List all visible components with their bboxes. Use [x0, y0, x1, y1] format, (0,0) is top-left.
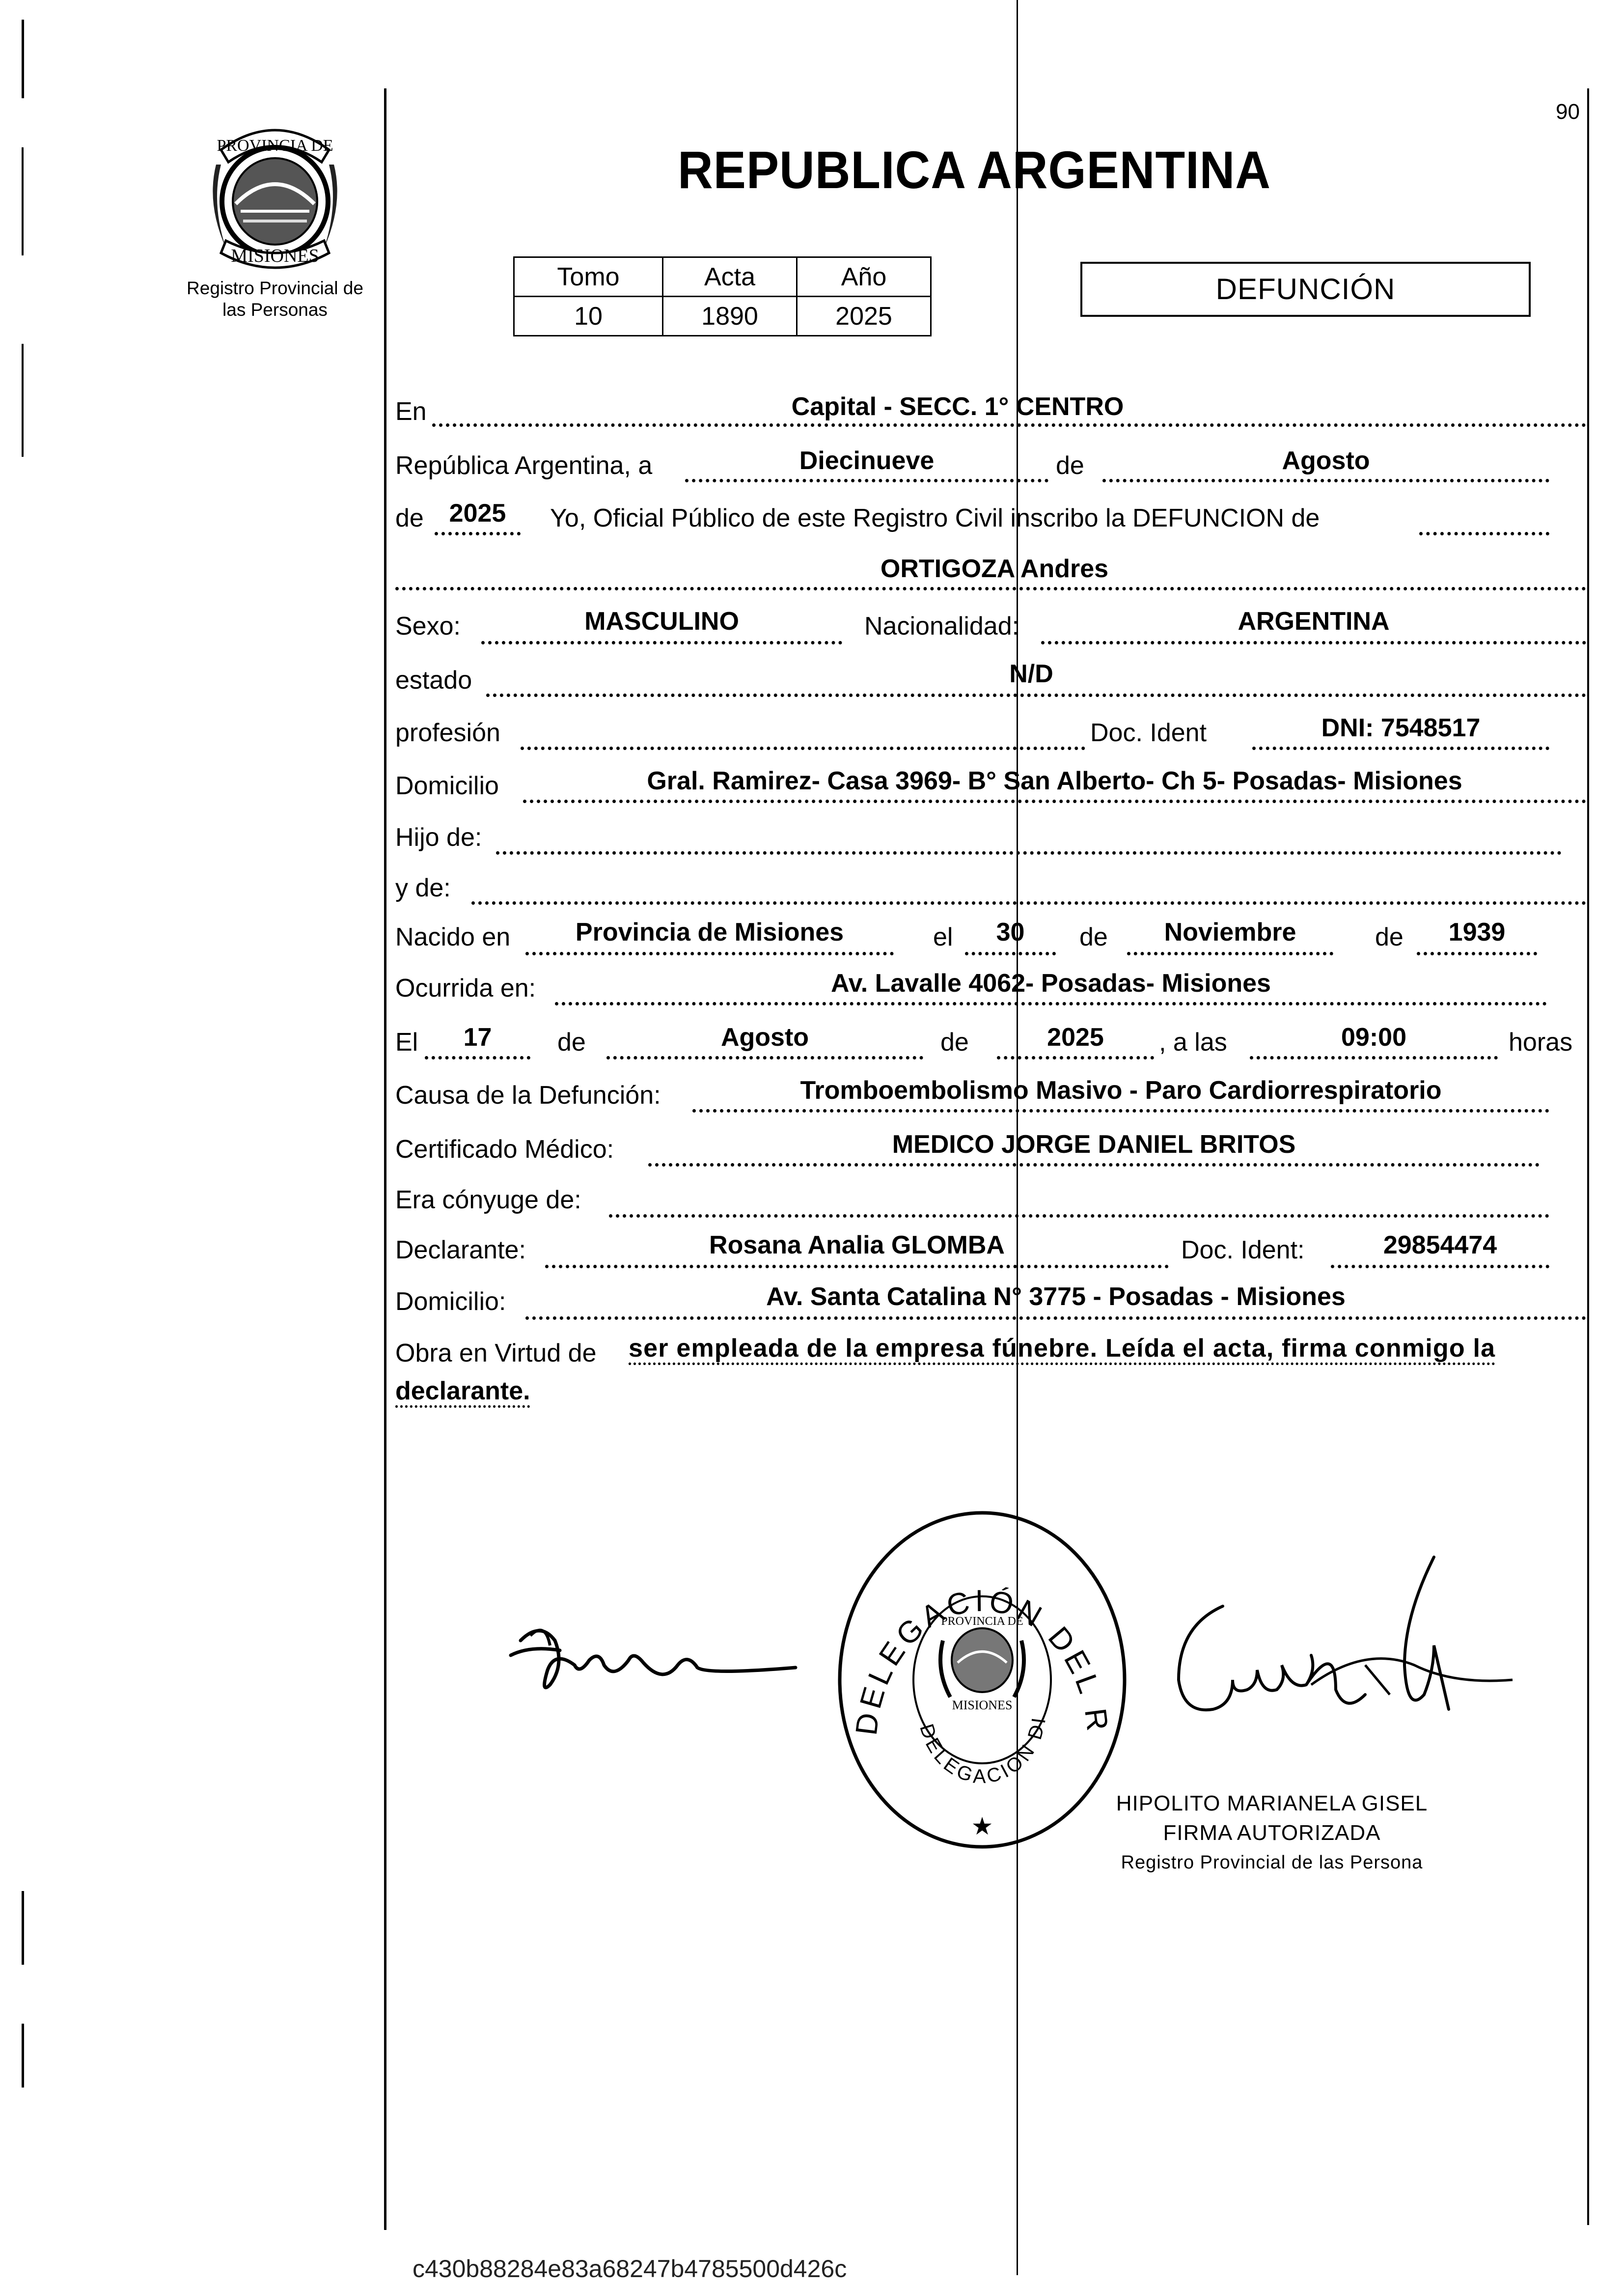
field-line: [1127, 952, 1333, 955]
field-line: [1331, 1265, 1549, 1268]
field-line: [496, 851, 1562, 855]
field-line: [555, 1002, 1547, 1005]
page-title: REPUBLICA ARGENTINA: [678, 140, 1271, 199]
anio-header: Año: [797, 257, 931, 297]
official-signature: [1159, 1547, 1522, 1783]
emblem-top-text: PROVINCIA DE: [217, 137, 333, 155]
label-obra: Obra en Virtud de: [395, 1339, 597, 1367]
stamp-emblem-bottom-text: MISIONES: [952, 1698, 1013, 1712]
left-margin-line: [22, 1891, 24, 1965]
record-type-box: DEFUNCIÓN: [1080, 262, 1531, 317]
field-line: [1419, 532, 1549, 535]
tomo-header: Tomo: [514, 257, 663, 297]
label-ocurrida-en: Ocurrida en:: [395, 974, 536, 1002]
label-en: En: [395, 397, 427, 426]
label-nacionalidad: Nacionalidad:: [864, 612, 1019, 640]
label-conyuge: Era cónyuge de:: [395, 1186, 581, 1214]
deceased-name-value: ORTIGOZA Andres: [880, 555, 1109, 583]
label-de: de: [1056, 451, 1084, 480]
field-line: [525, 1316, 1586, 1320]
stamp-inner-text: [830, 1498, 1050, 1787]
left-margin-line: [22, 20, 24, 98]
birth-day-value: 30: [996, 918, 1025, 947]
registry-label-line1: Registro Provincial de: [187, 278, 363, 298]
emblem-bottom-text: MISIONES: [231, 246, 319, 266]
label-causa: Causa de la Defunción:: [395, 1081, 661, 1110]
field-line: [1250, 1056, 1498, 1059]
label-el: el: [933, 923, 953, 951]
declarant-signature: [501, 1611, 805, 1709]
label-estado: estado: [395, 666, 472, 695]
label-doc-ident: Doc. Ident: [1090, 719, 1207, 747]
label-sexo: Sexo:: [395, 612, 461, 640]
field-line: [1102, 479, 1549, 482]
left-margin-line: [22, 344, 24, 457]
registration-year-value: 2025: [449, 499, 506, 528]
official-stamp-icon: [830, 1498, 1134, 1871]
birth-month-value: Noviembre: [1164, 918, 1296, 947]
label-doc-ident: Doc. Ident:: [1181, 1236, 1305, 1264]
registration-day-value: Diecinueve: [799, 446, 935, 475]
field-line: [609, 1214, 1549, 1218]
label-el: El: [395, 1028, 418, 1057]
left-border-line: [384, 88, 386, 2230]
province-emblem-icon: [162, 106, 388, 292]
document-value: DNI: 7548517: [1321, 714, 1481, 742]
label-horas: horas: [1509, 1028, 1573, 1057]
stamp-ring-textpath: DELEGACIÓN DEL R: [849, 1584, 1115, 1737]
declaration-basis-line1: ser empleada de la empresa fúnebre. Leída el acta, firma conmigo la: [629, 1334, 1496, 1363]
registration-month-value: Agosto: [1282, 446, 1370, 475]
label-oficial: Yo, Oficial Público de este Registro Civil inscribo la DEFUNCION de: [550, 504, 1320, 532]
declarant-address-value: Av. Santa Catalina N° 3775 - Posadas - Misiones: [766, 1282, 1346, 1311]
label-de: de: [1079, 923, 1108, 951]
field-line: [435, 532, 521, 535]
declarant-name-value: Rosana Analia GLOMBA: [709, 1231, 1005, 1259]
sex-value: MASCULINO: [584, 607, 739, 636]
left-margin-line: [22, 2024, 24, 2088]
official-signature-icon: [1159, 1547, 1522, 1783]
label-hijo-de: Hijo de:: [395, 823, 482, 852]
label-y-de: y de:: [395, 874, 451, 902]
right-border-line: [1587, 88, 1589, 2225]
field-line: [1417, 952, 1537, 955]
stamp-emblem-top-text: PROVINCIA DE: [941, 1615, 1023, 1628]
label-certificado: Certificado Médico:: [395, 1135, 614, 1164]
declaration-basis-line2: declarante.: [395, 1377, 530, 1405]
stamp-inner-textpath: DELEGACION DI: [915, 1714, 1050, 1788]
field-line: [432, 423, 1586, 427]
acta-header: Acta: [663, 257, 797, 297]
label-de: de: [557, 1028, 586, 1057]
field-line: [425, 1056, 530, 1059]
registry-label-line2: las Personas: [222, 300, 328, 320]
left-margin-line: [22, 147, 24, 255]
label-republica: República Argentina, a: [395, 451, 653, 480]
declarant-signature-icon: [501, 1611, 805, 1709]
declarant-document-value: 29854474: [1383, 1231, 1497, 1259]
anio-value: 2025: [797, 297, 931, 336]
address-value: Gral. Ramirez- Casa 3969- B° San Alberto- Ch 5- Posadas- Misiones: [647, 767, 1462, 795]
tomo-value: 10: [514, 297, 663, 336]
death-place-value: Av. Lavalle 4062- Posadas- Misiones: [831, 969, 1271, 998]
field-line: [1252, 747, 1549, 750]
field-line: [525, 952, 894, 955]
field-line: [471, 901, 1586, 905]
signer-name: HIPOLITO MARIANELA GISEL: [1116, 1791, 1428, 1815]
field-line: [685, 479, 1048, 482]
field-line: [692, 1109, 1549, 1113]
field-line: [606, 1056, 923, 1059]
certifying-doctor-value: MEDICO JORGE DANIEL BRITOS: [892, 1130, 1296, 1159]
field-line: [395, 587, 1586, 590]
field-line: [486, 694, 1586, 697]
field-line: [521, 747, 1085, 750]
document-hash: c430b88284e83a68247b4785500d426c: [413, 2255, 847, 2283]
label-de: de: [1375, 923, 1404, 951]
place-value: Capital - SECC. 1° CENTRO: [791, 392, 1124, 421]
cause-of-death-value: Tromboembolismo Masivo - Paro Cardiorrespiratorio: [800, 1076, 1442, 1105]
signer-org: Registro Provincial de las Persona: [1121, 1852, 1423, 1873]
field-line: [523, 800, 1586, 803]
label-profesion: profesión: [395, 719, 500, 747]
field-line: [1041, 641, 1586, 644]
death-year-value: 2025: [1047, 1023, 1104, 1052]
death-day-value: 17: [463, 1023, 492, 1052]
nationality-value: ARGENTINA: [1238, 607, 1390, 636]
stamp-star: ★: [971, 1812, 993, 1840]
label-domicilio: Domicilio: [395, 772, 499, 800]
official-stamp: [830, 1498, 1134, 1871]
registry-label: [162, 278, 388, 321]
death-month-value: Agosto: [720, 1023, 809, 1052]
marital-status-value: N/D: [1009, 660, 1053, 688]
birthplace-value: Provincia de Misiones: [575, 918, 844, 947]
acta-value: 1890: [663, 297, 797, 336]
field-line: [545, 1265, 1169, 1268]
birth-year-value: 1939: [1448, 918, 1506, 947]
field-line: [648, 1163, 1540, 1167]
field-line: [965, 952, 1056, 955]
label-nacido-en: Nacido en: [395, 923, 511, 951]
label-domicilio: Domicilio:: [395, 1287, 506, 1316]
book-reference-table: [513, 256, 932, 336]
death-time-value: 09:00: [1341, 1023, 1406, 1052]
field-line: [997, 1056, 1154, 1059]
page-number: 90: [1556, 100, 1580, 124]
signer-role: FIRMA AUTORIZADA: [1163, 1821, 1381, 1845]
field-line: [481, 641, 842, 644]
label-de: de: [940, 1028, 969, 1057]
label-a-las: , a las: [1159, 1028, 1227, 1057]
label-declarante: Declarante:: [395, 1236, 526, 1264]
label-de: de: [395, 504, 424, 532]
province-emblem: [162, 106, 388, 292]
